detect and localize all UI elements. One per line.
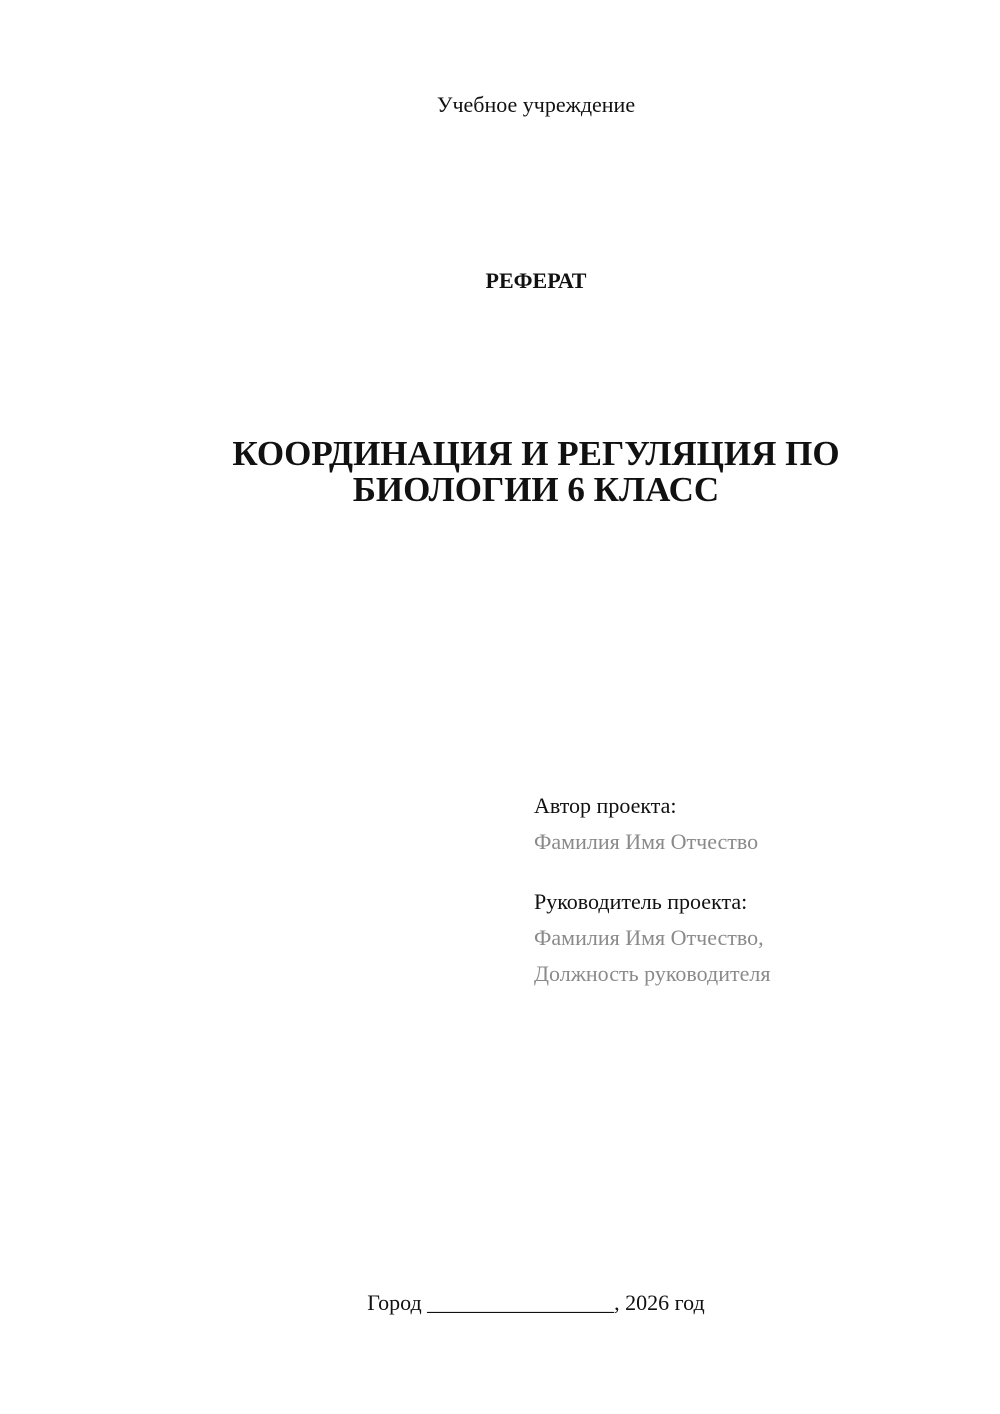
title-line-1: КООРДИНАЦИЯ И РЕГУЛЯЦИЯ ПО [232, 434, 840, 473]
title-line-2: БИОЛОГИИ 6 КЛАСС [352, 470, 720, 509]
spacer [534, 860, 770, 884]
document-title [150, 436, 922, 508]
institution-name: Учебное учреждение [436, 92, 636, 117]
author-name: Фамилия Имя Отчество [534, 829, 759, 854]
supervisor-position: Должность руководителя [534, 961, 771, 986]
author-label: Автор проекта: [534, 793, 677, 818]
supervisor-label: Руководитель проекта: [534, 889, 748, 914]
project-info [534, 788, 770, 992]
document-type: РЕФЕРАТ [485, 268, 587, 293]
supervisor-name: Фамилия Имя Отчество, [534, 925, 764, 950]
city-year-footer: Город _________________, 2026 год [367, 1290, 705, 1315]
